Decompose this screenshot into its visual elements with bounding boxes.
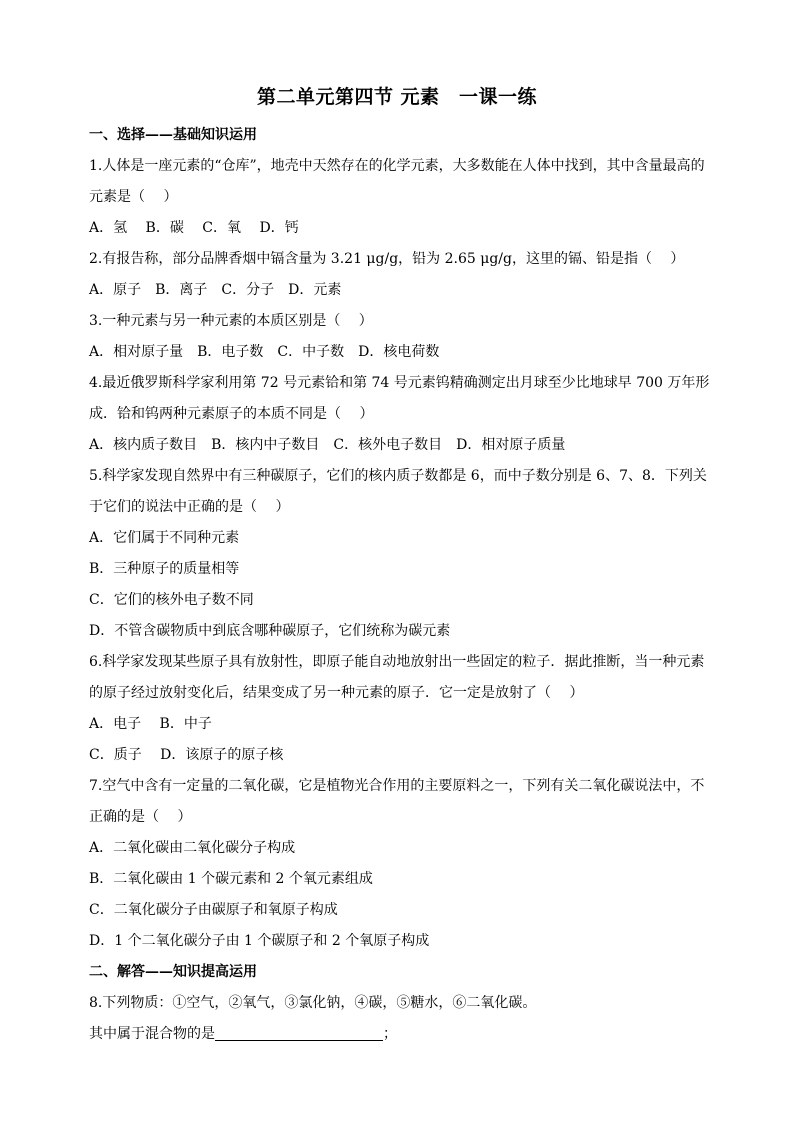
question-5-option-b: B．三种原子的质量相等 <box>89 561 240 577</box>
question-3-options: A．相对原子量 B．电子数 C．中子数 D．核电荷数 <box>89 344 440 360</box>
question-5-option-c: C．它们的核外电子数不同 <box>89 592 254 608</box>
question-5-option-a: A．它们属于不同种元素 <box>89 530 240 546</box>
question-7-line-1: 7.空气中含有一定量的二氧化碳，它是植物光合作用的主要原料之一，下列有关二氧化碳说法中，不 <box>89 778 705 794</box>
question-5-line-2: 于它们的说法中正确的是（ ） <box>89 499 290 515</box>
section-heading-answer: 二、解答——知识提高运用 <box>89 964 257 980</box>
question-8-line-1: 8.下列物质：①空气，②氧气，③氯化钠，④碳，⑤糖水，⑥二氧化碳。 <box>89 995 537 1011</box>
section-heading-choice: 一、选择——基础知识运用 <box>89 127 257 143</box>
question-1-options: A．氢 B．碳 C．氧 D．钙 <box>89 220 299 236</box>
page-title: 第二单元第四节 元素 一课一练 <box>256 86 538 108</box>
question-7-option-d: D．1 个二氧化碳分子由 1 个碳原子和 2 个氧原子构成 <box>89 933 430 949</box>
question-7-line-2: 正确的是（ ） <box>89 809 192 825</box>
question-2-options: A．原子 B．离子 C．分子 D．元素 <box>89 282 342 298</box>
question-8-prompt: 其中属于混合物的是 <box>89 1026 215 1042</box>
question-1-line-1: 1.人体是一座元素的“仓库”，地壳中天然存在的化学元素，大多数能在人体中找到，其中含量最高的 <box>89 158 705 174</box>
question-6-options-cd: C．质子 D．该原子的原子核 <box>89 747 284 763</box>
question-8-punctuation: ； <box>383 1026 397 1042</box>
question-6-line-2: 的原子经过放射变化后，结果变成了另一种元素的原子．它一定是放射了（ ） <box>89 685 584 701</box>
question-6-line-1: 6.科学家发现某些原子具有放射性，即原子能自动地放射出一些固定的粒子．据此推断，当一种元素 <box>89 654 705 670</box>
question-8-line-2 <box>89 1019 709 1050</box>
question-5-option-d: D．不管含碳物质中到底含哪种碳原子，它们统称为碳元素 <box>89 623 451 639</box>
answer-blank-mixtures[interactable] <box>215 1026 383 1041</box>
question-4-line-1: 4.最近俄罗斯科学家利用第 72 号元素铪和第 74 号元素钨精确测定出月球至少比地球早 700 万年形 <box>89 375 710 391</box>
question-6-options-ab: A．电子 B．中子 <box>89 716 212 732</box>
question-5-line-1: 5.科学家发现自然界中有三种碳原子，它们的核内质子数都是 6，而中子数分别是 6、7、8．下列关 <box>89 468 707 484</box>
question-4-options: A．核内质子数目 B．核内中子数目 C．核外电子数目 D．相对原子质量 <box>89 437 566 453</box>
question-4-line-2: 成．铪和钨两种元素原子的本质不同是（ ） <box>89 406 374 422</box>
question-7-option-b: B．二氧化碳由 1 个碳元素和 2 个氧元素组成 <box>89 871 373 887</box>
document-content <box>89 120 709 1050</box>
question-3-line-1: 3.一种元素与另一种元素的本质区别是（ ） <box>89 313 373 329</box>
question-1-line-2: 元素是（ ） <box>89 189 178 205</box>
question-2-line-1: 2.有报告称，部分品牌香烟中镉含量为 3.21 μg/g，铅为 2.65 μg/g，这里的镉、铅是指（ ） <box>89 251 685 267</box>
question-7-option-c: C．二氧化碳分子由碳原子和氧原子构成 <box>89 902 338 918</box>
question-7-option-a: A．二氧化碳由二氧化碳分子构成 <box>89 840 296 856</box>
